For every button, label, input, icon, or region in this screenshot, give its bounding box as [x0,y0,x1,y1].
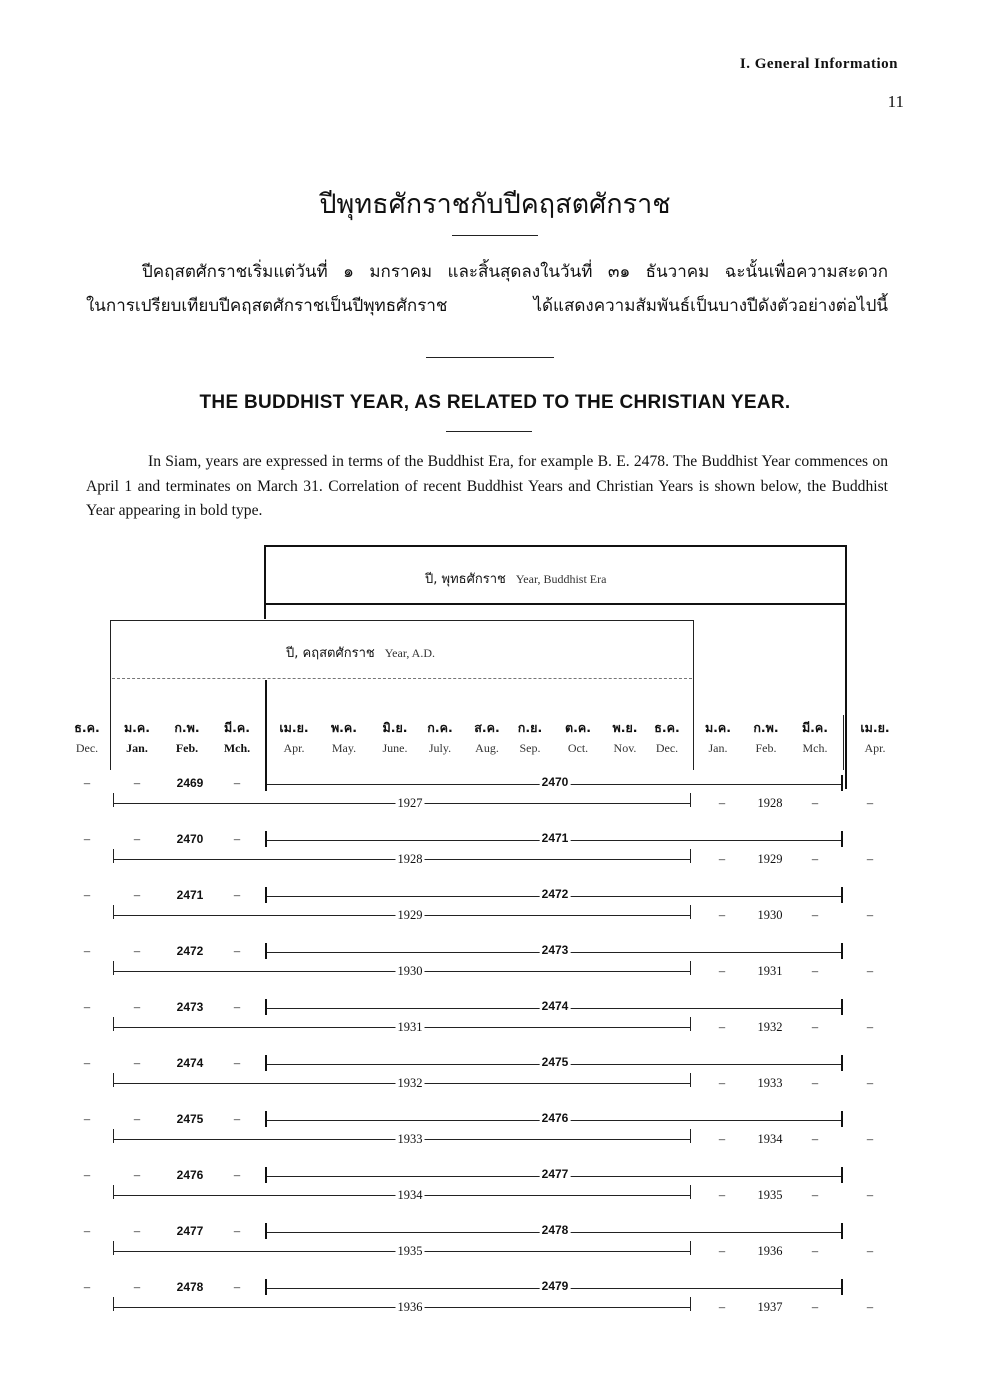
month-english-label: Mch. [223,741,251,755]
ad-span-end [690,1129,691,1143]
christian-year: 1929 [397,908,423,922]
dash-placeholder: – [866,908,874,922]
month-header [850,718,900,756]
dash-placeholder: – [718,1076,726,1090]
christian-year-next: 1937 [757,1300,783,1314]
christian-year-next: 1930 [757,908,783,922]
dash-placeholder: – [866,1188,874,1202]
ad-span-end [690,1297,691,1311]
be-span-end [841,1111,843,1127]
be-span-end [841,1055,843,1071]
ad-span-end [690,849,691,863]
be-span-end [841,1167,843,1183]
month-header [790,718,840,756]
thai-title: ปีพุทธศักราชกับปีคฤสตศักราช [319,189,671,220]
buddhist-header-left-border [264,545,266,619]
buddhist-year-prev: 2470 [176,832,204,846]
dash-placeholder: – [811,1300,819,1314]
month-english-label: July. [428,741,452,755]
be-span-end [841,1223,843,1239]
dash-placeholder: – [866,964,874,978]
dash-placeholder: – [718,908,726,922]
ad-span-start [113,849,114,863]
dash-placeholder: – [811,852,819,866]
dash-placeholder: – [233,1280,241,1294]
month-english-label: Sep. [519,741,541,755]
dash-placeholder: – [811,1132,819,1146]
buddhist-year-next: 2471 [541,831,569,845]
title-rule [452,235,538,236]
month-header [415,718,465,756]
buddhist-year-next: 2477 [541,1167,569,1181]
ad-span-end [690,961,691,975]
month-header [370,718,420,756]
english-paragraph: In Siam, years are expressed in terms of the Buddhist Era, for example B. E. 2478. The Buddhist Year commences on April 1 and terminates on March 31. Correlation of recent Buddhist Years and Christian Years is shown below, the Buddhist Year appearing in bold type. [86,453,888,519]
dash-placeholder: – [133,1280,141,1294]
month-english-label: May. [331,741,357,755]
buddhist-year-next: 2479 [541,1279,569,1293]
christian-year: 1933 [397,1132,423,1146]
table-top-border [265,545,847,547]
month-header [319,718,369,756]
ad-span-start [113,1073,114,1087]
buddhist-year-prev: 2472 [176,944,204,958]
dash-placeholder: – [811,1076,819,1090]
dash-placeholder: – [718,1300,726,1314]
christian-year: 1934 [397,1188,423,1202]
be-span-start [265,1223,267,1239]
buddhist-year-next: 2475 [541,1055,569,1069]
month-english-label: Feb. [175,741,199,755]
month-english-label: Dec. [655,741,679,755]
month-header [553,718,603,756]
dash-placeholder: – [133,832,141,846]
be-span-start [265,1055,267,1071]
be-span-end [841,831,843,847]
month-thai-label: ก.ย. [517,720,543,735]
dash-placeholder: – [133,1224,141,1238]
english-title: THE BUDDHIST YEAR, AS RELATED TO THE CHRISTIAN YEAR. [199,392,791,413]
be-span-end [841,775,843,791]
buddhist-year-prev: 2477 [176,1224,204,1238]
buddhist-year-prev: 2478 [176,1280,204,1294]
dash-placeholder: – [866,1300,874,1314]
month-english-label: Mch. [802,741,828,755]
buddhist-year-prev: 2474 [176,1056,204,1070]
dash-placeholder: – [233,1000,241,1014]
dash-placeholder: – [811,1188,819,1202]
dash-placeholder: – [718,1244,726,1258]
christian-year: 1927 [397,796,423,810]
month-thai-label: ธ.ค. [654,720,680,735]
christian-year: 1930 [397,964,423,978]
dash-placeholder: – [718,1020,726,1034]
be-span-start [265,943,267,959]
dash-placeholder: – [133,888,141,902]
month-thai-label: มี.ค. [223,720,251,735]
dash-placeholder: – [866,796,874,810]
month-thai-label: ก.พ. [174,720,200,735]
month-thai-label: มิ.ย. [382,720,408,735]
month-english-label: Nov. [613,741,637,755]
dash-placeholder: – [866,1244,874,1258]
be-span-start [265,1279,267,1295]
dash-placeholder: – [83,776,91,790]
buddhist-year-prev: 2475 [176,1112,204,1126]
thai-paragraph-line-2: ในการเปรียบเทียบปีคฤสตศักราชเป็นปีพุทธศักราช ได้แสดงความสัมพันธ์เป็นบางปีดังตัวอย่างต่อไปนี้ [86,296,888,316]
be-span-start [265,999,267,1015]
month-header [212,718,262,756]
christian-year: 1931 [397,1020,423,1034]
christian-header-top-border [110,620,694,621]
be-span-end [841,1279,843,1295]
dash-placeholder: – [83,832,91,846]
buddhist-year-prev: 2476 [176,1168,204,1182]
christian-year-next: 1934 [757,1132,783,1146]
dash-placeholder: – [718,1132,726,1146]
ad-span-start [113,1241,114,1255]
be-span-end [841,999,843,1015]
month-thai-label: เม.ย. [860,720,890,735]
dash-placeholder: – [233,832,241,846]
be-span-start [265,775,267,791]
dash-placeholder: – [233,888,241,902]
month-english-label: Aug. [475,741,499,755]
month-english-label: Dec. [75,741,99,755]
buddhist-era-header: ปี, พุทธศักราช Year, Buddhist Era [425,572,607,587]
month-english-label: Oct. [567,741,589,755]
dash-placeholder: – [133,944,141,958]
dash-placeholder: – [718,796,726,810]
christian-year: 1935 [397,1244,423,1258]
dash-placeholder: – [83,1280,91,1294]
month-thai-label: ม.ค. [123,720,151,735]
christian-year-next: 1932 [757,1020,783,1034]
month-header [269,718,319,756]
dash-placeholder: – [811,964,819,978]
dash-placeholder: – [866,1020,874,1034]
ad-span-start [113,961,114,975]
dash-placeholder: – [83,1000,91,1014]
month-thai-label: ธ.ค. [74,720,100,735]
dash-placeholder: – [718,964,726,978]
month-thai-label: ก.ค. [427,720,453,735]
christian-year-next: 1936 [757,1244,783,1258]
dash-placeholder: – [718,1188,726,1202]
month-thai-label: เม.ย. [279,720,309,735]
dash-placeholder: – [83,888,91,902]
section-divider [426,357,554,358]
dash-placeholder: – [866,1076,874,1090]
dash-placeholder: – [83,1224,91,1238]
dash-placeholder: – [233,1224,241,1238]
ad-span-start [113,1185,114,1199]
be-span-start [265,887,267,903]
dash-placeholder: – [83,1056,91,1070]
christian-header-bottom-rule [112,678,692,679]
dash-placeholder: – [811,1020,819,1034]
be-span-end [841,887,843,903]
christian-year: 1936 [397,1300,423,1314]
ad-span-end [690,1073,691,1087]
dash-placeholder: – [133,776,141,790]
christian-year-next: 1933 [757,1076,783,1090]
thai-paragraph-line-1: ปีคฤสตศักราชเริ่มแต่วันที่ ๑ มกราคม และสิ้นสุดลงในวันที่ ๓๑ ธันวาคม ฉะนั้นเพื่อความสะดวก [142,262,888,282]
month-thai-label: ต.ค. [565,720,591,735]
be-span-end [841,943,843,959]
month-thai-label: พ.ย. [612,720,638,735]
month-header [62,718,112,756]
dash-placeholder: – [233,1056,241,1070]
month-english-label: June. [382,741,408,755]
april-start-border [265,680,267,790]
christian-year-next: 1928 [757,796,783,810]
apr-column-divider [843,715,844,770]
ad-span-end [690,1185,691,1199]
month-thai-label: ก.พ. [753,720,779,735]
buddhist-header-bottom-border [265,603,847,605]
ad-span-start [113,1017,114,1031]
buddhist-year-prev: 2471 [176,888,204,902]
english-title-rule [446,431,532,432]
dash-placeholder: – [811,796,819,810]
ad-span-end [690,793,691,807]
christian-year-next: 1931 [757,964,783,978]
month-thai-label: ส.ค. [474,720,500,735]
section-title: I. General Information [739,56,898,72]
buddhist-year-next: 2472 [541,887,569,901]
buddhist-year-next: 2474 [541,999,569,1013]
month-header [112,718,162,756]
christian-year: 1928 [397,852,423,866]
ad-span-start [113,793,114,807]
buddhist-year-next: 2470 [541,775,569,789]
ad-span-start [113,905,114,919]
dash-placeholder: – [718,852,726,866]
dash-placeholder: – [133,1000,141,1014]
dash-placeholder: – [133,1056,141,1070]
month-header [741,718,791,756]
dash-placeholder: – [83,1168,91,1182]
christian-year-next: 1929 [757,852,783,866]
buddhist-year-prev: 2469 [176,776,204,790]
month-header [162,718,212,756]
dash-placeholder: – [233,944,241,958]
month-header [505,718,555,756]
month-thai-label: ม.ค. [704,720,732,735]
be-span-start [265,1167,267,1183]
buddhist-year-next: 2478 [541,1223,569,1237]
christian-year-next: 1935 [757,1188,783,1202]
be-span-start [265,1111,267,1127]
ad-span-end [690,1241,691,1255]
christian-year-header: ปี, คฤสตศักราช Year, A.D. [286,646,436,661]
dash-placeholder: – [83,1112,91,1126]
month-thai-label: มี.ค. [801,720,829,735]
month-thai-label: พ.ค. [330,720,358,735]
dash-placeholder: – [233,1168,241,1182]
buddhist-year-prev: 2473 [176,1000,204,1014]
month-english-label: Apr. [283,741,305,755]
be-span-start [265,831,267,847]
ad-span-start [113,1129,114,1143]
dash-placeholder: – [233,776,241,790]
dash-placeholder: – [866,852,874,866]
buddhist-header-right-border [845,545,847,789]
ad-span-end [690,1017,691,1031]
dash-placeholder: – [133,1168,141,1182]
buddhist-year-next: 2476 [541,1111,569,1125]
month-header [642,718,692,756]
ad-span-start [113,1297,114,1311]
dash-placeholder: – [133,1112,141,1126]
month-english-label: Jan. [708,741,728,755]
ad-span-end [690,905,691,919]
month-header [693,718,743,756]
month-english-label: Apr. [864,741,886,755]
dash-placeholder: – [811,1244,819,1258]
christian-year: 1932 [397,1076,423,1090]
buddhist-year-next: 2473 [541,943,569,957]
dash-placeholder: – [811,908,819,922]
month-english-label: Jan. [126,741,148,755]
page-number: 11 [887,92,904,111]
dash-placeholder: – [83,944,91,958]
dash-placeholder: – [866,1132,874,1146]
dash-placeholder: – [233,1112,241,1126]
month-english-label: Feb. [755,741,777,755]
